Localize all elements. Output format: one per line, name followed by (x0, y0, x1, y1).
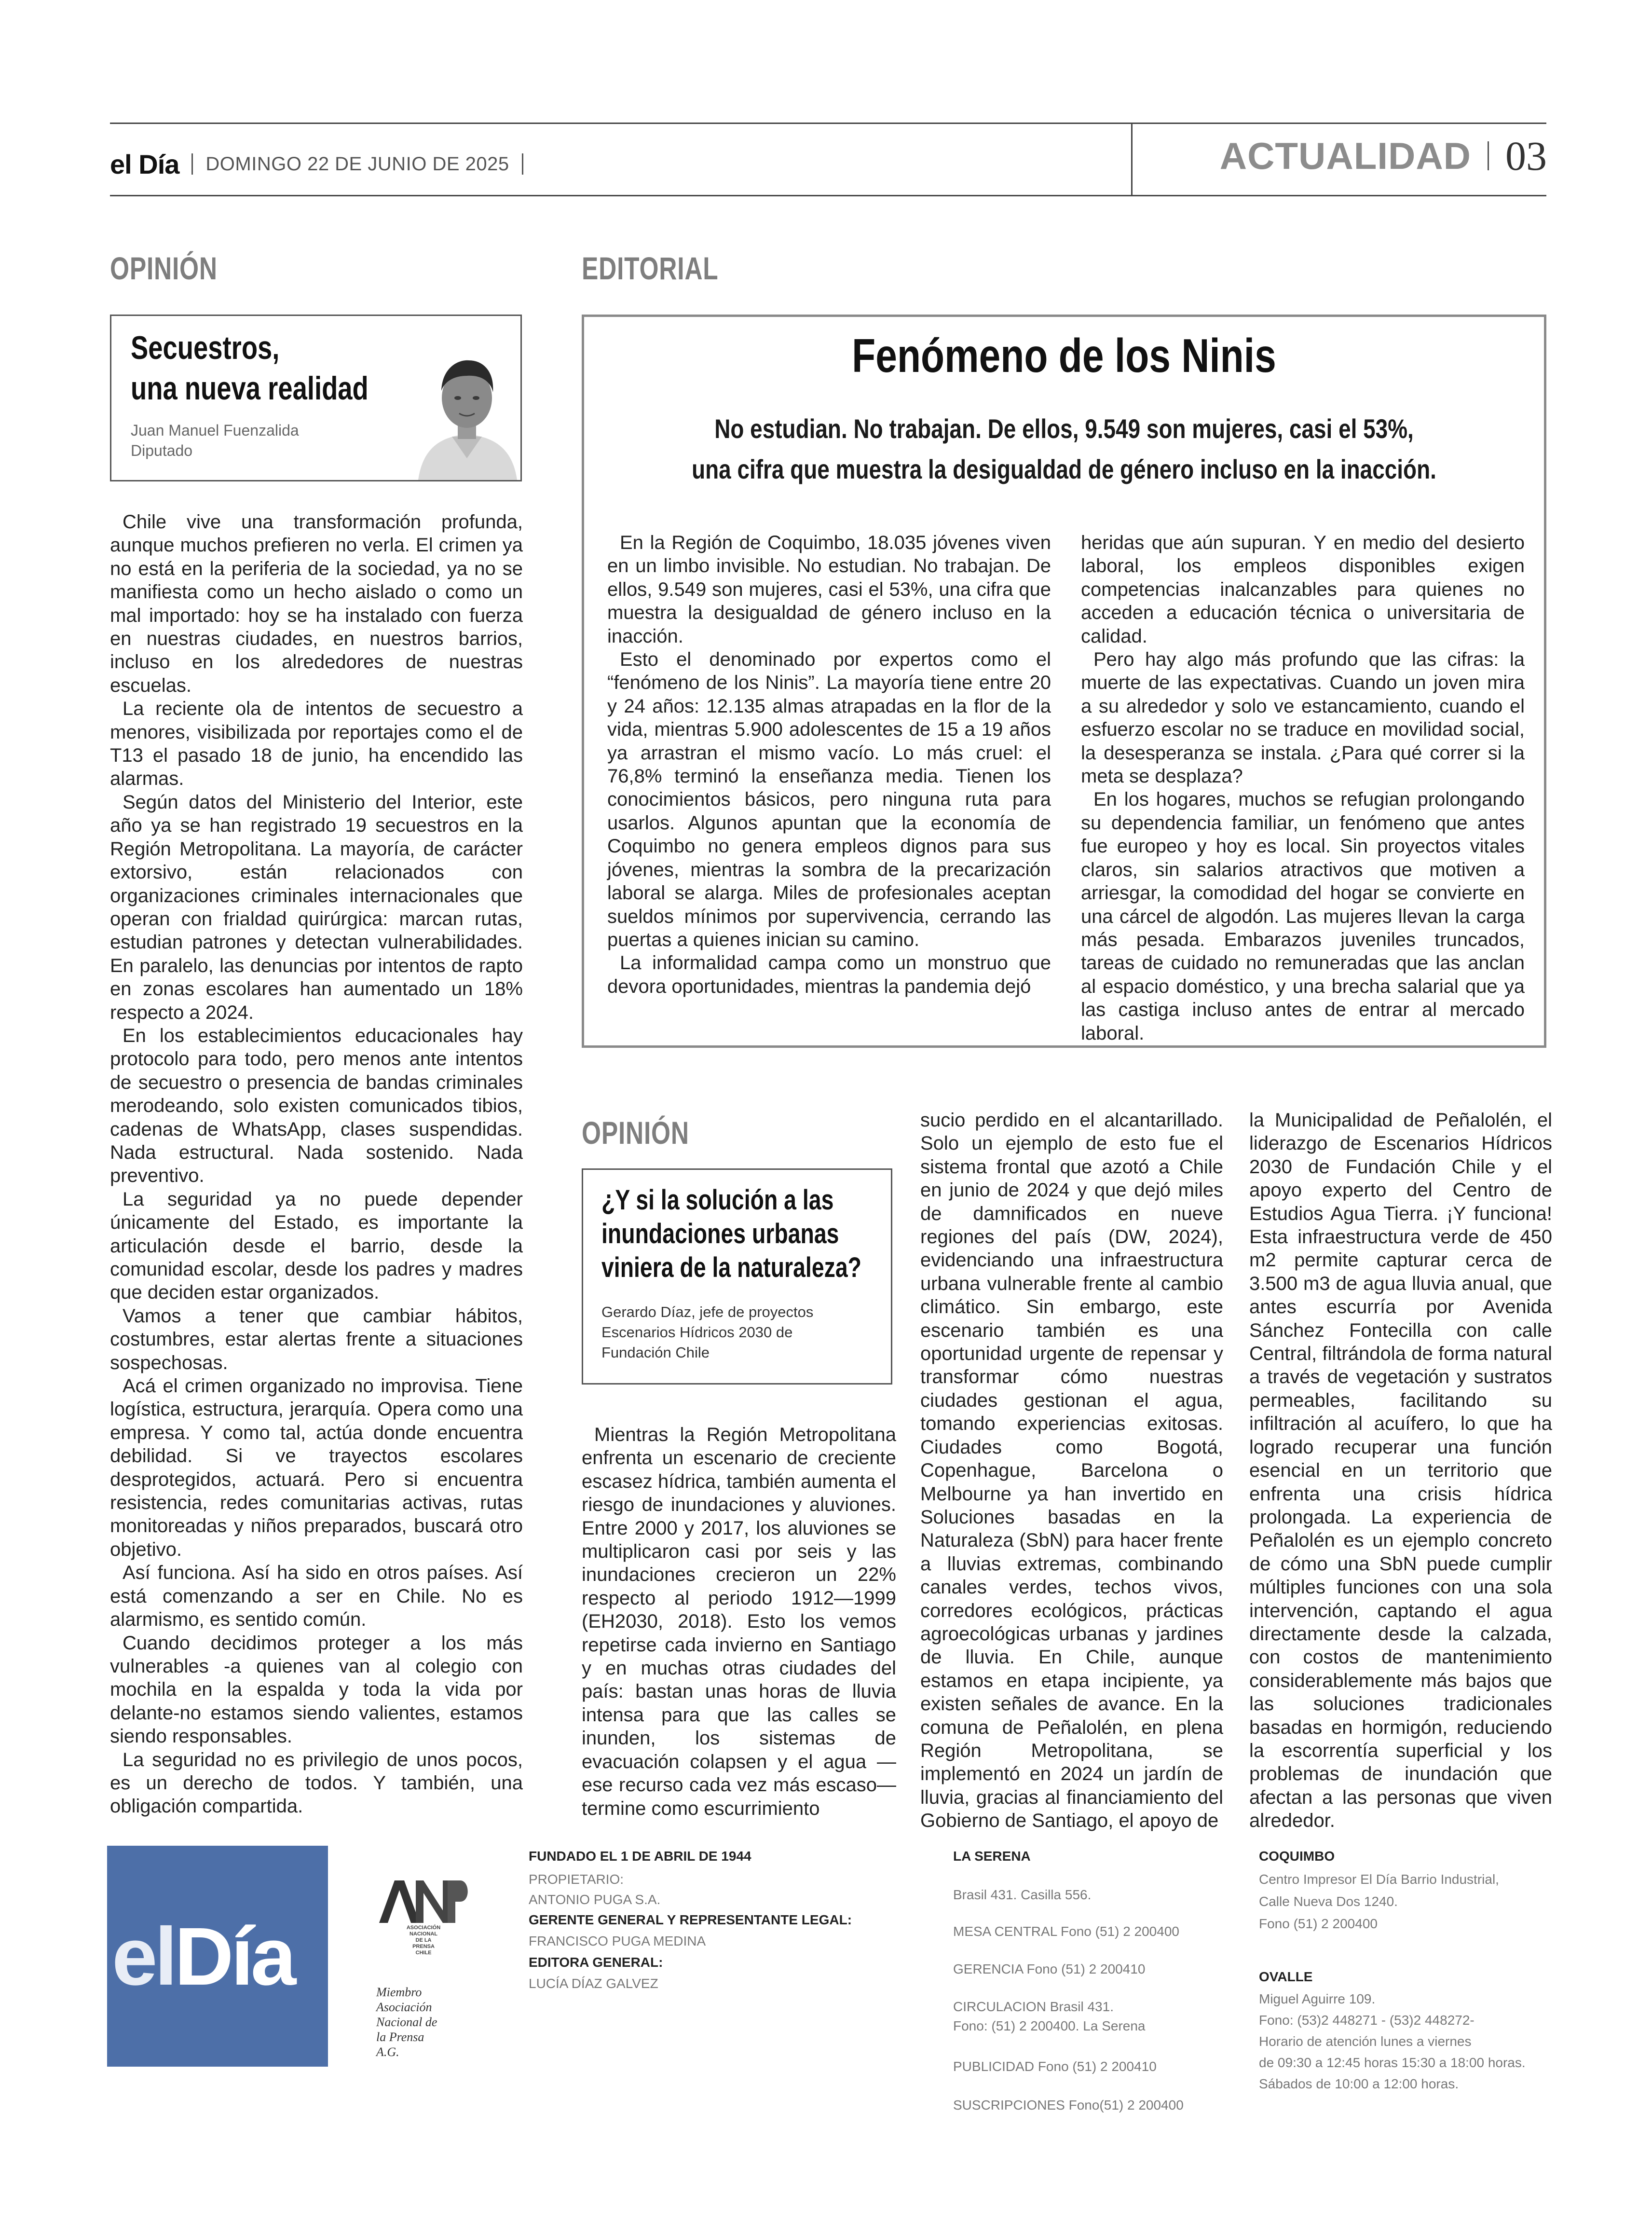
anp-subtitle: ASOCIACIÓN NACIONAL DE LA PRENSA CHILE (406, 1925, 441, 1956)
footer-line: Miguel Aguirre 109. (1259, 1991, 1376, 2006)
footer-line: Horario de atención lunes a viernes (1259, 2034, 1472, 2049)
anp-member-line: la Prensa (376, 2030, 424, 2044)
opinion-author: Juan Manuel Fuenzalida Diputado (131, 422, 299, 459)
footer-line: CIRCULACION Brasil 431. (953, 1999, 1114, 2014)
paragraph: Cuando decidimos proteger a los más vulnerables -a quienes van al colegio con mochila en la espalda y toda la vida por delante-no estamos siendo valientes, estamos siendo responsables. (110, 1632, 523, 1747)
header-bottom-rule (110, 195, 1546, 196)
footer-line: Centro Impresor El Día Barrio Industrial, (1259, 1872, 1499, 1887)
opinion2-author: Gerardo Díaz, jefe de proyectos Escenarios Hídricos 2030 de Fundación Chile (601, 1303, 814, 1361)
footer-line: de 09:30 a 12:45 horas 15:30 a 18:00 horas. (1259, 2055, 1526, 2070)
footer-line: Brasil 431. Casilla 556. (953, 1887, 1092, 1902)
paragraph: Así funciona. Así ha sido en otros países. Así está comenzando a ser en Chile. No es alarmismo, es sentido común. (110, 1562, 523, 1631)
section-name: ACTUALIDAD (1219, 134, 1471, 177)
editorial-subtitle: No estudian. No trabajan. De ellos, 9.549 son mujeres, casi el 53%, una cifra que muestra la desigualdad de género incluso en la inacción. (692, 413, 1436, 484)
paragraph: En los hogares, muchos se refugian prolongando su dependencia familiar, un fenómeno que antes fue europeo y hoy es local. Sin proyectos vitales claros, sin salarios atractivos que motiven a arriesgar, la comodidad del hogar se convierte en una cárcel de algodón. Las mujeres llevan la carga más pesada. Embarazos juveniles truncados, tareas de cuidado no remuneradas que las anclan al espacio doméstico, y una brecha salarial que ya las castiga incluso antes de entrar al mercado laboral. (1081, 789, 1525, 1044)
footer-logo: elDía (112, 1911, 294, 2003)
paragraph: La seguridad ya no puede depender únicamente del Estado, es importante la articulación desde el barrio, desde la comunidad escolar, desde los padres y madres que deciden estar organizados. (110, 1188, 523, 1303)
footer-manager: FRANCISCO PUGA MEDINA (529, 1934, 706, 1948)
opinion-header-box (110, 315, 522, 481)
anp-member-line: Miembro (376, 1985, 422, 1999)
editorial-col2 (1081, 531, 1525, 1044)
header-separator (522, 153, 523, 175)
footer-line: PUBLICIDAD Fono (51) 2 200410 (953, 2059, 1157, 2074)
opinion2-title: ¿Y si la solución a las inundaciones urbanas viniera de la naturaleza? (601, 1184, 861, 1283)
editorial-col1 (607, 531, 1051, 1023)
footer-line: Calle Nueva Dos 1240. (1259, 1894, 1398, 1909)
paragraph: La informalidad campa como un monstruo que devora oportunidades, mientras la pandemia dejó (607, 952, 1051, 997)
anp-member-line: Nacional de (376, 2015, 437, 2029)
author-photo (413, 345, 520, 480)
paragraph: la Municipalidad de Peñalolén, el liderazgo de Escenarios Hídricos 2030 de Fundación Chile y el apoyo experto del Centro de Estudios Agua Tierra. ¡Y funciona! Esta infraestructura verde de 450 m2 permite capturar cerca de 3.500 m3 de agua lluvia anual, que antes escurría por Avenida Sánchez Fontecilla con calle Central, filtrándola de forma natural a través de vegetación y sustratos permeables, facilitando su infiltración al acuífero, lo que ha logrado recuperar una función esencial en un territorio que enfrenta una crisis hídrica prolongada. La experiencia de Peñalolén es un ejemplo concreto de cómo una SbN puede cumplir múltiples funciones con una sola intervención, captando el agua directamente desde la calzada, con costos de mantenimiento considerablemente más bajos que las soluciones tradicionales basadas en hormigón, reduciendo la escorrentía superficial y los problemas de inundación que afectan a las personas que viven alrededor. (1249, 1110, 1552, 1832)
paragraph: Esto el denominado por expertos como el “fenómeno de los Ninis”. La mayoría tiene entre 20 y 24 años: 12.135 almas atrapadas en la flor de la vida, mientras 5.900 adolescentes de 15 a 19 años ya arrastran el mismo vacío. Lo más cruel: el 76,8% terminó la enseñanza media. Tienen los conocimientos básicos, pero ninguna ruta para usarlos. Algunos apuntan que la economía de Coquimbo no genera empleos dignos para sus jóvenes, mientras la sombra de la precarización laboral se alarga. Miles de profesionales aceptan sueldos mínimos por supervivencia, cerrando las puertas a quienes inician su camino. (607, 649, 1051, 950)
footer-manager-label: GERENTE GENERAL Y REPRESENTANTE LEGAL: (529, 1912, 852, 1927)
paragraph: Acá el crimen organizado no improvisa. Tiene logística, estructura, jerarquía. Opera como una empresa. Y como tal, actúa donde encuentra debilidad. Si ve trayectos escolares desprotegidos, actuará. Pero si encuentra resistencia, redes comunitarias activas, rutas monitoreadas y niños preparados, buscará otro objetivo. (110, 1375, 523, 1560)
footer-owner-label: PROPIETARIO: (529, 1872, 624, 1887)
masthead-logo: el Día (110, 149, 179, 179)
page-number: 03 (1505, 133, 1547, 179)
paragraph: Según datos del Ministerio del Interior, este año ya se han registrado 19 secuestros en la Región Metropolitana. La mayoría, de carácter extorsivo, están relacionados con organizaciones criminales internacionales que operan con frialdad quirúrgica: marcan rutas, estudian patrones y detectan vulnerabilidades. En paralelo, las denuncias por intentos de rapto en zonas escolares han aumentado un 18% respecto a 2024. (110, 791, 523, 1023)
paragraph: sucio perdido en el alcantarillado. Solo un ejemplo de esto fue el sistema frontal que azotó a Chile en junio de 2024 y que dejó miles de damnificados en nueve regiones del país (DW, 2024), evidenciando una infraestructura urbana vulnerable frente al cambio climático. Sin embargo, este escenario también es una oportunidad urgente de repensar y transformar cómo nuestras ciudades gestionan el agua, tomando experiencias exitosas. Ciudades como Bogotá, Copenhague, Barcelona o Melbourne ya han invertido en Soluciones basadas en la Naturaleza (SbN) para hacer frente a lluvias extremas, combinando canales verdes, techos vivos, corredores ecológicos, prácticas agroecológicas urbanas y jardines de lluvia. En Chile, aunque estamos en etapa incipiente, ya existen señales de avance. En la comuna de Peñalolén, en plena Región Metropolitana, se implementó en 2024 un jardín de lluvia, gracias al financiamiento del Gobierno de Santiago, el apoyo de (920, 1110, 1223, 1832)
opinion-section-label: OPINIÓN (110, 250, 218, 286)
footer-founded: FUNDADO EL 1 DE ABRIL DE 1944 (529, 1849, 751, 1864)
paragraph: Mientras la Región Metropolitana enfrenta un escenario de creciente escasez hídrica, también aumenta el riesgo de inundaciones y aluviones. Entre 2000 y 2017, los aluviones se multiplicaron casi por seis y las inundaciones crecieron un 22% respecto al periodo 1912—1999 (EH2030, 2018). Esto los vemos repetirse cada invierno en Santiago y en muchas otras ciudades del país: bastan unas horas de lluvia intensa para que las calles se inunden, los sistemas de evacuación colapsen y el agua —ese recurso cada vez más escaso— termine como escurrimiento (582, 1424, 896, 1819)
header-divider (1131, 123, 1133, 196)
footer-editor: LUCÍA DÍAZ GALVEZ (529, 1976, 658, 1991)
footer-line: Fono: (51) 2 200400. La Serena (953, 2018, 1146, 2033)
editorial-box (582, 315, 1546, 1048)
header-date: DOMINGO 22 DE JUNIO DE 2025 (205, 153, 509, 175)
footer-line: Sábados de 10:00 a 12:00 horas. (1259, 2076, 1459, 2091)
opinion2-section-label: OPINIÓN (582, 1115, 689, 1151)
opinion-title: Secuestros, una nueva realidad (131, 329, 369, 407)
editorial-section-label: EDITORIAL (582, 250, 719, 286)
paragraph: Pero hay algo más profundo que las cifras: la muerte de las expectativas. Cuando un joven mira a su alrededor y solo ve estancamiento, cuando el esfuerzo escolar no se traduce en movilidad social, la desesperanza se instala. ¿Para qué correr si la meta se desplaza? (1081, 649, 1525, 787)
footer-line: MESA CENTRAL Fono (51) 2 200400 (953, 1924, 1179, 1939)
footer-line: SUSCRIPCIONES Fono(51) 2 200400 (953, 2098, 1184, 2112)
opinion2-header-box (582, 1168, 892, 1385)
opinion1-body (110, 510, 523, 1817)
anp-member-line: A.G. (376, 2045, 399, 2059)
anp-member-text (376, 1985, 437, 2059)
paragraph: La reciente ola de intentos de secuestro a menores, visibilizada por reportajes como el de T13 el pasado 18 de junio, ha encendido las alarmas. (110, 698, 523, 790)
footer-ovalle-head: OVALLE (1259, 1969, 1313, 1984)
header-left (110, 145, 523, 183)
paragraph: heridas que aún supuran. Y en medio del desierto laboral, los empleos disponibles exigen competencias inalcanzables para quienes no acceden a educación técnica o universitaria de calidad. (1081, 532, 1525, 647)
footer-coquimbo-head: COQUIMBO (1259, 1849, 1335, 1864)
footer-line: Fono (51) 2 200400 (1259, 1916, 1378, 1931)
paragraph: Chile vive una transformación profunda, aunque muchos prefieren no verla. El crimen ya no está en la periferia de la sociedad, ya no se manifiesta como un hecho aislado o como un mal importado: hoy se ha instalado con fuerza en nuestras ciudades, en nuestros barrios, incluso en los alrededores de nuestras escuelas. (110, 511, 523, 696)
paragraph: En la Región de Coquimbo, 18.035 jóvenes viven en un limbo invisible. No estudian. No trabajan. De ellos, 9.549 son mujeres, casi el 53%, una cifra que muestra la desigualdad de género incluso en la inacción. (607, 532, 1051, 647)
opinion2-col1 (582, 1423, 896, 1819)
paragraph: La seguridad no es privilegio de unos pocos, es un derecho de todos. Y también, una obligación compartida. (110, 1749, 523, 1817)
anp-logo (375, 1877, 472, 1956)
opinion2-col3 (1249, 1109, 1552, 1832)
footer-editor-label: EDITORA GENERAL: (529, 1955, 663, 1970)
footer-line: Fono: (53)2 448271 - (53)2 448272- (1259, 2013, 1475, 2028)
header-separator (191, 153, 193, 175)
header-separator (1488, 141, 1489, 170)
footer-laserena-head: LA SERENA (953, 1849, 1031, 1864)
anp-member-line: Asociación (376, 2000, 432, 2014)
opinion2-col2 (920, 1109, 1223, 1832)
footer-line: GERENCIA Fono (51) 2 200410 (953, 1961, 1146, 1976)
paragraph: En los establecimientos educacionales hay protocolo para todo, pero menos ante intentos de secuestro o presencia de bandas criminales merodeando, solo existen comunicados tibios, cadenas de WhatsApp, clases suspendidas. Nada estructural. Nada sostenido. Nada preventivo. (110, 1025, 523, 1187)
header-right (1220, 129, 1547, 182)
anp-logo-icon (375, 1877, 472, 1925)
header-top-rule (110, 123, 1546, 124)
footer-owner: ANTONIO PUGA S.A. (529, 1892, 661, 1907)
editorial-title: Fenómeno de los Ninis (852, 329, 1276, 382)
paragraph: Vamos a tener que cambiar hábitos, costumbres, estar alertas frente a situaciones sospechosas. (110, 1305, 523, 1373)
